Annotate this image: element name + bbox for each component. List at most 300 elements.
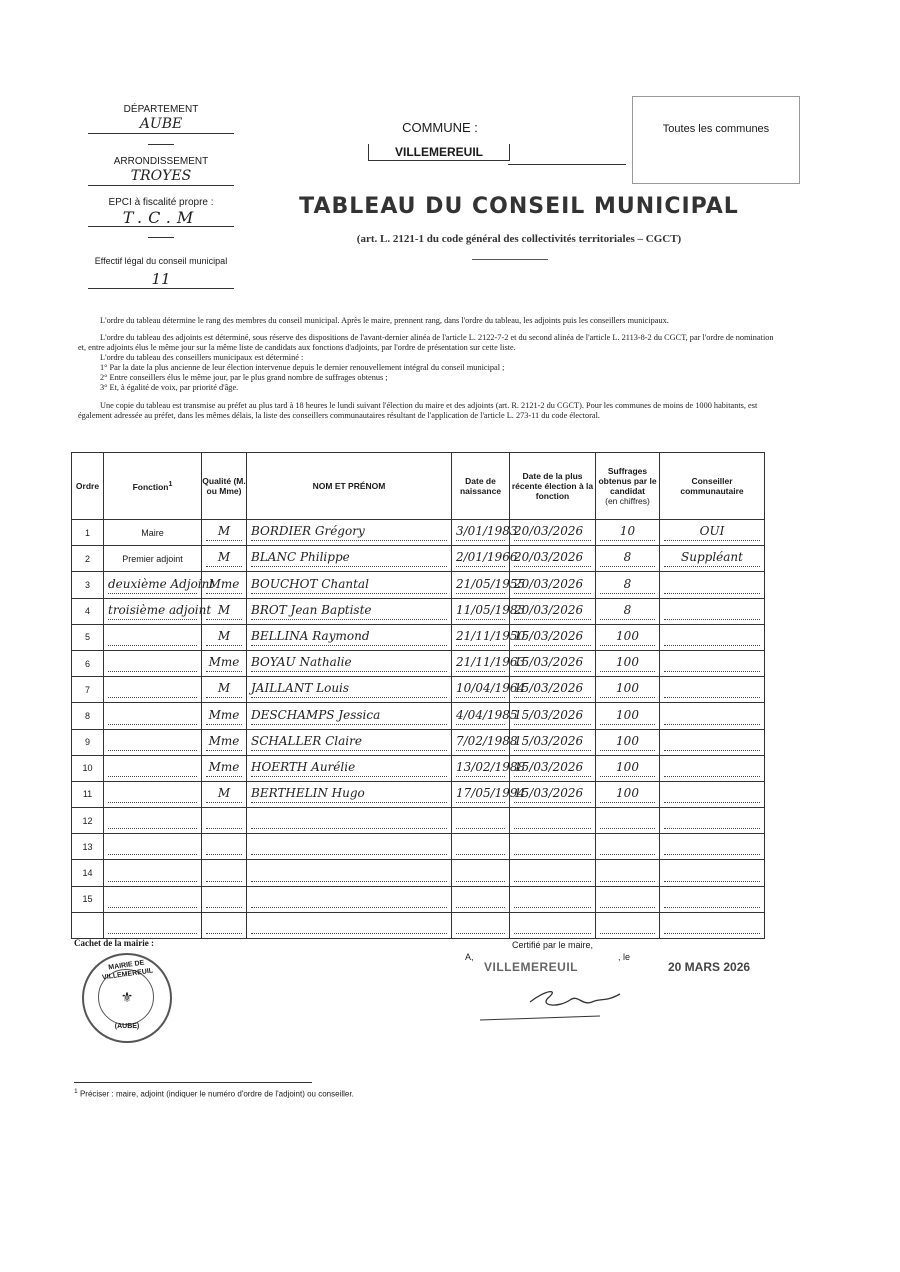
le-label: , le xyxy=(618,952,631,962)
cell-naissance xyxy=(452,598,526,624)
cell-fonction-value xyxy=(108,863,197,882)
cell-election-value: 20/03/2026 xyxy=(514,548,591,567)
cell-naissance-value: 11/05/1983 xyxy=(456,601,505,620)
cell-naissance-value: 2/01/1966 xyxy=(456,548,505,567)
cell-election-value: 15/03/2026 xyxy=(514,627,591,646)
cell-fonction xyxy=(104,755,202,781)
table-row xyxy=(72,781,765,807)
cell-nom xyxy=(247,677,452,703)
cell-fonction xyxy=(104,624,202,650)
cell-naissance-value xyxy=(456,915,505,934)
table-row xyxy=(72,624,765,650)
cell-naissance xyxy=(452,834,510,860)
seal-sub: (AUBE) xyxy=(114,1023,140,1030)
cell-suffrages xyxy=(596,781,660,807)
cell-communautaire xyxy=(660,860,765,886)
effectif-value: 11 xyxy=(88,270,234,289)
cell-qualite-value: M xyxy=(206,784,242,803)
cell-qualite xyxy=(202,624,247,650)
cell-election-value xyxy=(514,915,591,934)
cell-communautaire-value xyxy=(664,679,760,698)
cell-ordre: 9 xyxy=(72,729,104,755)
divider xyxy=(148,237,174,238)
certifie-label: Certifié par le maire, xyxy=(512,940,594,950)
cell-ordre: 15 xyxy=(72,886,104,912)
cell-nom-value: BLANC Philippe xyxy=(251,548,447,567)
table-row xyxy=(72,755,765,781)
cell-nom-value: SCHALLER Claire xyxy=(251,732,447,751)
table-row xyxy=(72,703,765,729)
cell-fonction-value xyxy=(108,653,197,672)
cell-communautaire-value xyxy=(664,706,760,725)
cell-ordre: 11 xyxy=(72,781,104,807)
cell-qualite-value: M xyxy=(206,627,242,646)
col-qualite: Qualité (M. ou Mme) xyxy=(202,453,247,520)
cell-qualite-value: Mme xyxy=(206,575,242,594)
cell-suffrages xyxy=(596,886,660,912)
cell-nom-value xyxy=(251,810,447,829)
commune-label: COMMUNE : xyxy=(402,120,478,135)
intro-paragraph: 2° Entre conseillers élus le même jour, par le plus grand nombre de suffrages obtenus ; xyxy=(100,373,388,382)
cell-nom-value: HOERTH Aurélie xyxy=(251,758,447,777)
toutes-communes-label: Toutes les communes xyxy=(662,123,770,135)
cell-ordre: 12 xyxy=(72,808,104,834)
table-row xyxy=(72,520,765,546)
cell-communautaire-value xyxy=(664,915,760,934)
cell-naissance xyxy=(452,572,526,598)
col-communautaire: Conseiller communautaire xyxy=(660,453,765,520)
cell-naissance-value: 21/11/1963 xyxy=(456,653,505,672)
cell-suffrages-value xyxy=(600,863,655,882)
commune-value: VILLEMEREUIL xyxy=(368,144,510,161)
cell-election xyxy=(510,860,596,886)
cell-nom xyxy=(247,729,452,755)
cell-nom xyxy=(247,834,452,860)
cell-election-value xyxy=(514,863,591,882)
cell-fonction-value xyxy=(108,836,197,855)
cell-fonction xyxy=(104,912,202,938)
divider xyxy=(148,144,174,145)
cell-naissance xyxy=(452,520,518,546)
cell-communautaire xyxy=(660,677,765,703)
table-row xyxy=(72,677,765,703)
cell-suffrages xyxy=(596,546,660,572)
cell-fonction xyxy=(104,598,212,624)
cell-naissance xyxy=(452,729,518,755)
col-election: Date de la plus récente élection à la fonction xyxy=(510,453,596,520)
epci-label: EPCI à fiscalité propre : xyxy=(108,197,214,208)
cell-suffrages xyxy=(596,624,660,650)
cell-suffrages xyxy=(596,572,660,598)
cell-nom-value: BERTHELIN Hugo xyxy=(251,784,447,803)
cell-nom xyxy=(247,546,452,572)
cell-election xyxy=(510,755,596,781)
cell-election xyxy=(510,520,596,546)
stamp-city: VILLEMEREUIL xyxy=(484,960,579,974)
footnote-mark: 1 xyxy=(168,480,173,489)
cell-naissance-value: 4/04/1985 xyxy=(456,706,505,725)
footnote-mark: 1 xyxy=(74,1088,78,1095)
cell-nom-value: BORDIER Grégory xyxy=(251,522,447,541)
cell-election-value: 15/03/2026 xyxy=(514,653,591,672)
toutes-communes-box xyxy=(632,96,800,184)
cell-nom xyxy=(247,520,452,546)
cell-nom xyxy=(247,703,452,729)
cell-naissance xyxy=(452,755,526,781)
intro-paragraph: L'ordre du tableau détermine le rang des membres du conseil municipal. Après le maire, prennent rang, dans l'ordre du tableau, les adjoints puis les conseillers municipaux. xyxy=(100,316,669,325)
cell-fonction-value xyxy=(108,706,197,725)
cell-naissance-value: 21/05/1955 xyxy=(456,575,505,594)
effectif-label: Effectif légal du conseil municipal xyxy=(94,256,228,266)
cell-qualite-value: M xyxy=(206,548,242,567)
table-row xyxy=(72,912,765,938)
cell-communautaire xyxy=(660,781,765,807)
cell-election-value: 20/03/2026 xyxy=(514,601,591,620)
cell-communautaire-value xyxy=(664,836,760,855)
intro-paragraph: Une copie du tableau est transmise au préfet au plus tard à 18 heures le lundi suivant l'élection du maire et des adjoints (art. R. 2121-2 du CGCT). Pour les communes de moins de 1000 habitants, est également adressée au préfet, dans les mêmes délais, la liste des conseillers communautaires résultant de l'application de l'article L. 273-11 du code électoral. xyxy=(78,401,758,420)
cell-suffrages-value: 100 xyxy=(600,758,655,777)
cell-nom-value: BELLINA Raymond xyxy=(251,627,447,646)
cell-nom xyxy=(247,755,452,781)
cell-suffrages-value: 8 xyxy=(600,601,655,620)
cell-naissance xyxy=(452,912,510,938)
cell-suffrages-value: 8 xyxy=(600,548,655,567)
cell-ordre: 3 xyxy=(72,572,104,598)
cell-qualite-value xyxy=(206,915,242,934)
cell-fonction-value xyxy=(108,758,197,777)
cell-fonction xyxy=(104,677,202,703)
cell-suffrages-value: 100 xyxy=(600,784,655,803)
cell-suffrages-value: 100 xyxy=(600,706,655,725)
cell-nom xyxy=(247,860,452,886)
cell-qualite xyxy=(202,755,247,781)
cell-fonction xyxy=(104,729,202,755)
cell-communautaire xyxy=(660,650,765,676)
intro-paragraph: L'ordre du tableau des conseillers municipaux est déterminé : xyxy=(100,353,304,362)
cell-ordre: 2 xyxy=(72,546,104,572)
cell-election-value xyxy=(514,836,591,855)
cell-communautaire-value xyxy=(664,575,760,594)
col-nom: NOM ET PRÉNOM xyxy=(247,453,452,520)
cell-naissance xyxy=(452,546,518,572)
cell-fonction xyxy=(104,572,215,598)
table-row xyxy=(72,886,765,912)
cell-nom xyxy=(247,598,452,624)
seal-text: MAIRIE DE VILLEMEREUIL xyxy=(101,959,154,982)
cell-qualite-value: Mme xyxy=(206,706,242,725)
cell-fonction-value xyxy=(108,889,197,908)
page-subtitle: (art. L. 2121-1 du code général des collectivités territoriales – CGCT) xyxy=(356,233,682,245)
table-row xyxy=(72,834,765,860)
cell-ordre: 4 xyxy=(72,598,104,624)
cell-communautaire xyxy=(660,886,765,912)
cell-nom xyxy=(247,912,452,938)
cell-naissance-value xyxy=(456,863,505,882)
col-suffrages-note: (en chiffres) xyxy=(605,496,650,506)
cell-suffrages-value: 100 xyxy=(600,627,655,646)
cell-fonction xyxy=(104,650,202,676)
cell-naissance xyxy=(452,624,526,650)
cell-fonction-value xyxy=(108,784,197,803)
cell-communautaire-value: Suppléant xyxy=(664,548,760,567)
cell-qualite-value: M xyxy=(206,679,242,698)
cell-ordre: 7 xyxy=(72,677,104,703)
mairie-seal xyxy=(82,953,172,1043)
cell-election xyxy=(510,677,596,703)
cell-naissance-value xyxy=(456,889,505,908)
signature-stroke xyxy=(530,992,620,1005)
cell-qualite xyxy=(202,886,247,912)
cell-ordre: 1 xyxy=(72,520,104,546)
cell-suffrages xyxy=(596,834,660,860)
cell-qualite-value: M xyxy=(206,601,242,620)
cell-election-value: 20/03/2026 xyxy=(514,575,591,594)
cell-election xyxy=(510,912,596,938)
cell-election-value: 20/03/2026 xyxy=(514,522,591,541)
footnote xyxy=(74,1088,354,1099)
cell-ordre: 8 xyxy=(72,703,104,729)
cell-suffrages xyxy=(596,729,660,755)
cell-nom-value: DESCHAMPS Jessica xyxy=(251,706,447,725)
cell-nom-value xyxy=(251,836,447,855)
cell-fonction xyxy=(104,703,202,729)
table-row xyxy=(72,572,765,598)
cell-nom xyxy=(247,808,452,834)
cell-suffrages-value: 100 xyxy=(600,679,655,698)
cell-naissance xyxy=(452,677,526,703)
cell-naissance xyxy=(452,781,526,807)
cell-communautaire xyxy=(660,546,765,572)
cell-election-value: 15/03/2026 xyxy=(514,732,591,751)
cell-fonction-value xyxy=(108,732,197,751)
cell-nom-value xyxy=(251,863,447,882)
cell-election-value: 15/03/2026 xyxy=(514,758,591,777)
cell-communautaire xyxy=(660,834,765,860)
table-row xyxy=(72,650,765,676)
cell-qualite-value: Mme xyxy=(206,732,242,751)
cell-naissance xyxy=(452,886,510,912)
cell-qualite xyxy=(202,677,247,703)
cell-fonction: Maire xyxy=(104,520,202,546)
cell-communautaire-value xyxy=(664,653,760,672)
cell-qualite xyxy=(202,834,247,860)
mayor-signature xyxy=(470,980,650,1030)
cell-qualite xyxy=(202,520,247,546)
cell-election xyxy=(510,624,596,650)
col-ordre: Ordre xyxy=(72,453,104,520)
cell-ordre: 6 xyxy=(72,650,104,676)
cell-nom xyxy=(247,886,452,912)
col-naissance: Date de naissance xyxy=(452,453,510,520)
cell-suffrages-value: 8 xyxy=(600,575,655,594)
seal-emblem-icon: ⚜ xyxy=(120,989,134,1005)
cell-suffrages xyxy=(596,755,660,781)
cell-communautaire-value xyxy=(664,627,760,646)
cell-election-value xyxy=(514,810,591,829)
cell-suffrages-value xyxy=(600,810,655,829)
cell-naissance xyxy=(452,703,518,729)
cell-election xyxy=(510,781,596,807)
cell-election-value: 15/03/2026 xyxy=(514,679,591,698)
cell-naissance-value: 17/05/1994 xyxy=(456,784,505,803)
cell-communautaire xyxy=(660,598,765,624)
cell-suffrages-value xyxy=(600,889,655,908)
cell-ordre: 5 xyxy=(72,624,104,650)
departement-value: AUBE xyxy=(88,116,234,134)
cell-suffrages xyxy=(596,677,660,703)
cell-ordre: 14 xyxy=(72,860,104,886)
cell-communautaire xyxy=(660,520,765,546)
cell-naissance-value: 13/02/1988 xyxy=(456,758,505,777)
cell-communautaire xyxy=(660,572,765,598)
cell-communautaire xyxy=(660,703,765,729)
col-fonction-label: Fonction xyxy=(132,481,169,492)
cell-communautaire xyxy=(660,729,765,755)
cell-election xyxy=(510,546,596,572)
cell-ordre: 13 xyxy=(72,834,104,860)
table-row xyxy=(72,598,765,624)
cell-naissance-value: 3/01/1983 xyxy=(456,522,505,541)
cell-communautaire xyxy=(660,755,765,781)
intro-paragraph: 1° Par la date la plus ancienne de leur élection intervenue depuis le dernier renouvellement intégral du conseil municipal ; xyxy=(100,363,505,372)
cell-qualite-value: Mme xyxy=(206,653,242,672)
cell-communautaire-value xyxy=(664,732,760,751)
page-title: TABLEAU DU CONSEIL MUNICIPAL xyxy=(299,194,739,219)
cell-fonction-value xyxy=(108,679,197,698)
departement-label: DÉPARTEMENT xyxy=(123,104,199,115)
footnote-divider xyxy=(74,1082,312,1083)
cell-suffrages xyxy=(596,520,660,546)
cell-communautaire xyxy=(660,808,765,834)
cell-qualite-value: Mme xyxy=(206,758,242,777)
cell-qualite-value xyxy=(206,863,242,882)
cell-qualite xyxy=(202,781,247,807)
cell-communautaire-value xyxy=(664,863,760,882)
intro-paragraph: 3° Et, à égalité de voix, par priorité d'âge. xyxy=(100,383,239,392)
a-label: A, xyxy=(465,952,474,962)
table-row xyxy=(72,860,765,886)
cell-ordre: 10 xyxy=(72,755,104,781)
cell-qualite-value xyxy=(206,889,242,908)
divider xyxy=(472,259,548,260)
cell-election xyxy=(510,834,596,860)
col-fonction xyxy=(104,453,202,520)
cell-suffrages xyxy=(596,808,660,834)
cell-qualite xyxy=(202,860,247,886)
cell-election xyxy=(510,886,596,912)
table-row xyxy=(72,546,765,572)
arrondissement-label: ARRONDISSEMENT xyxy=(113,156,209,167)
cell-suffrages xyxy=(596,912,660,938)
cell-fonction xyxy=(104,808,202,834)
cell-fonction-value xyxy=(108,810,197,829)
cell-qualite xyxy=(202,808,247,834)
cell-nom xyxy=(247,572,452,598)
commune-underline xyxy=(508,164,626,165)
cell-communautaire-value xyxy=(664,758,760,777)
cell-fonction-value: deuxième Adjoint xyxy=(108,575,197,594)
cell-fonction xyxy=(104,886,202,912)
cell-qualite xyxy=(202,572,247,598)
stamp-date: 20 MARS 2026 xyxy=(668,960,751,974)
cell-communautaire-value xyxy=(664,889,760,908)
cell-fonction-value xyxy=(108,915,197,934)
table-header-row xyxy=(72,453,765,520)
cell-nom-value: BOUCHOT Chantal xyxy=(251,575,447,594)
cell-naissance-value: 21/11/1950 xyxy=(456,627,505,646)
cell-election xyxy=(510,650,596,676)
cell-election-value xyxy=(514,889,591,908)
cell-nom-value: BROT Jean Baptiste xyxy=(251,601,447,620)
epci-value: T.C.M xyxy=(88,208,234,227)
cell-suffrages-value xyxy=(600,915,655,934)
cell-nom-value xyxy=(251,889,447,908)
cell-qualite xyxy=(202,912,247,938)
col-suffrages-label: Suffrages obtenus par le candidat xyxy=(598,466,657,496)
cell-election xyxy=(510,598,596,624)
cell-qualite-value: M xyxy=(206,522,242,541)
cell-communautaire xyxy=(660,624,765,650)
cell-communautaire-value xyxy=(664,810,760,829)
council-table xyxy=(71,452,765,939)
cell-qualite xyxy=(202,650,247,676)
cell-fonction xyxy=(104,781,202,807)
cell-suffrages xyxy=(596,650,660,676)
cell-nom xyxy=(247,781,452,807)
cell-election-value: 15/03/2026 xyxy=(514,784,591,803)
cell-election-value: 15/03/2026 xyxy=(514,706,591,725)
signature-line xyxy=(480,1016,600,1020)
cell-qualite xyxy=(202,729,247,755)
cell-suffrages-value: 100 xyxy=(600,732,655,751)
intro-paragraph: L'ordre du tableau des adjoints est déterminé, sous réserve des dispositions de l'avant-dernier alinéa de l'article L. 2122-7-2 et du second alinéa de l'article L. 2113-8-2 du CGCT, par l'ordre de nomination et, entre adjoints élus le même jour sur la même liste de candidats aux fonctions d'adjoints, par l'ordre de présentation sur cette liste. xyxy=(78,333,774,352)
cell-naissance-value xyxy=(456,836,505,855)
cell-ordre xyxy=(72,912,104,938)
cell-fonction xyxy=(104,860,202,886)
cell-suffrages-value: 100 xyxy=(600,653,655,672)
col-suffrages xyxy=(596,453,660,520)
cachet-label: Cachet de la mairie : xyxy=(74,938,154,948)
cell-communautaire-value xyxy=(664,784,760,803)
cell-communautaire-value xyxy=(664,601,760,620)
cell-naissance xyxy=(452,808,510,834)
cell-election xyxy=(510,703,596,729)
cell-suffrages-value: 10 xyxy=(600,522,655,541)
cell-communautaire-value: OUI xyxy=(664,522,760,541)
cell-nom-value: BOYAU Nathalie xyxy=(251,653,447,672)
table-row xyxy=(72,808,765,834)
cell-fonction-value: troisième adjoint xyxy=(108,601,197,620)
cell-suffrages xyxy=(596,598,660,624)
cell-naissance xyxy=(452,650,526,676)
intro-text xyxy=(78,316,774,421)
cell-nom-value: JAILLANT Louis xyxy=(251,679,447,698)
footnote-text: Préciser : maire, adjoint (indiquer le numéro d'ordre de l'adjoint) ou conseiller. xyxy=(79,1089,354,1099)
cell-election xyxy=(510,572,596,598)
cell-nom xyxy=(247,624,452,650)
cell-qualite xyxy=(202,546,247,572)
cell-fonction: Premier adjoint xyxy=(104,546,202,572)
cell-naissance-value: 10/04/1964 xyxy=(456,679,505,698)
cell-nom xyxy=(247,650,452,676)
cell-suffrages-value xyxy=(600,836,655,855)
cell-nom-value xyxy=(251,915,447,934)
cell-qualite xyxy=(202,703,247,729)
cell-naissance-value: 7/02/1988 xyxy=(456,732,505,751)
cell-fonction xyxy=(104,834,202,860)
cell-suffrages xyxy=(596,703,660,729)
cell-election xyxy=(510,808,596,834)
